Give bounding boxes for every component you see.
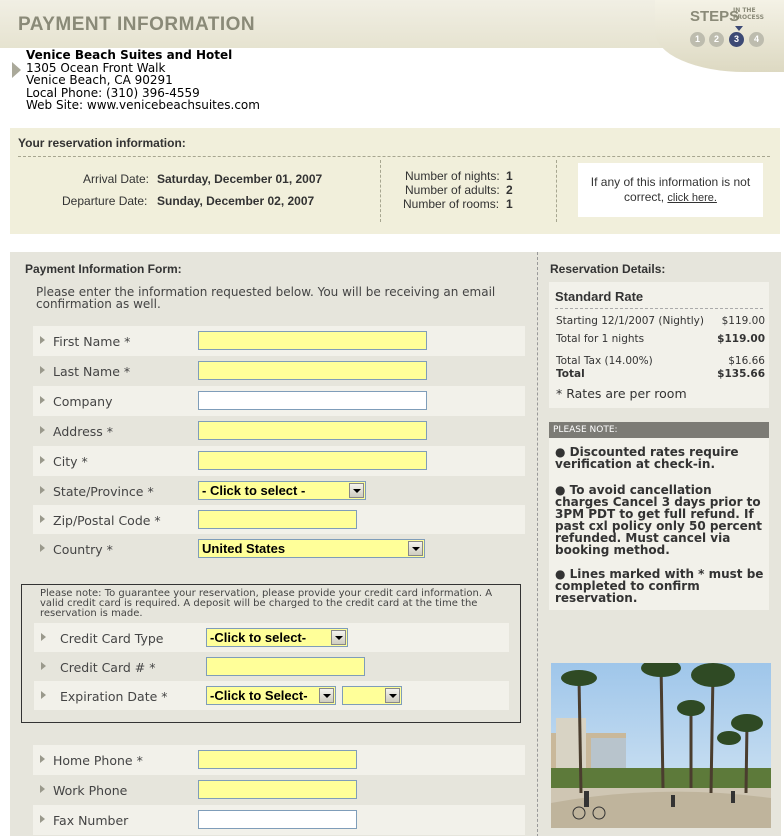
chevron-down-icon	[319, 688, 334, 703]
hotel-arrow-icon	[12, 62, 21, 78]
form-intro: Please enter the information requested below. You will be receiving an email confirmation as well.	[36, 285, 496, 311]
divider	[380, 160, 381, 222]
city-row	[33, 446, 525, 476]
cc-type-label: Credit Card Type	[60, 631, 164, 646]
row-arrow-icon	[40, 336, 45, 344]
current-step-arrow-icon	[735, 26, 743, 31]
company-input[interactable]	[198, 391, 427, 410]
reservation-info-panel	[10, 128, 780, 234]
cc-number-label: Credit Card # *	[60, 660, 156, 675]
please-note-box	[549, 438, 769, 610]
home-phone-input[interactable]	[198, 750, 357, 769]
chevron-down-icon	[331, 630, 346, 645]
fax-input[interactable]	[198, 810, 357, 829]
row-arrow-icon	[40, 515, 45, 523]
address-label: Address *	[53, 424, 114, 439]
country-select-value: United States	[202, 541, 286, 556]
last-name-input[interactable]	[198, 361, 427, 380]
country-label: Country *	[53, 542, 113, 557]
row-arrow-icon	[41, 662, 46, 670]
form-title: Payment Information Form:	[25, 262, 182, 276]
rooms-value: 1	[506, 197, 513, 211]
step-2: 2	[709, 32, 724, 47]
note-item: ● Lines marked with * must be completed to confirm reservation.	[555, 567, 764, 605]
row-arrow-icon	[40, 755, 45, 763]
cc-number-row	[34, 652, 509, 681]
address-input[interactable]	[198, 421, 427, 440]
credit-card-note: Please note: To guarantee your reservation, please provide your credit card information. A valid credit card is required. A deposit will be charged to the credit card at the time the reservation is made.	[40, 588, 493, 619]
state-label: State/Province *	[53, 484, 154, 499]
fax-label: Fax Number	[53, 813, 129, 828]
work-phone-row	[33, 775, 525, 805]
correction-notice	[578, 163, 763, 217]
step-3-current: 3	[729, 32, 744, 47]
chevron-down-icon	[385, 688, 400, 703]
state-select-value: - Click to select -	[202, 483, 306, 498]
starting-value: $119.00	[721, 315, 765, 327]
credit-card-section	[21, 584, 521, 723]
row-arrow-icon	[40, 815, 45, 823]
company-label: Company	[53, 394, 113, 409]
city-label: City *	[53, 454, 88, 469]
zip-label: Zip/Postal Code *	[53, 513, 161, 528]
row-arrow-icon	[40, 426, 45, 434]
chevron-down-icon	[408, 541, 423, 556]
page-title: PAYMENT INFORMATION	[18, 14, 256, 35]
total-value: $135.66	[717, 368, 765, 380]
total-label: Total	[556, 368, 585, 380]
hotel-address-line1: 1305 Ocean Front Walk	[26, 60, 166, 75]
beach-boardwalk-image	[551, 663, 771, 828]
please-note-header: PLEASE NOTE:	[549, 422, 769, 438]
arrival-label: Arrival Date:	[83, 172, 150, 186]
total-nights-label: Total for 1 nights	[556, 333, 645, 345]
note-text: To avoid cancellation charges Cancel 3 days prior to 3PM PDT to get full refund. If past cxl policy only 50 percent refunded. Must cancel via booking method.	[555, 483, 763, 557]
zip-row	[33, 505, 525, 535]
details-title: Reservation Details:	[550, 262, 666, 276]
address-row	[33, 416, 525, 446]
rate-name: Standard Rate	[555, 289, 644, 304]
expiration-month-select[interactable]	[206, 686, 336, 705]
hotel-info	[26, 49, 260, 112]
fax-row	[33, 805, 525, 835]
correction-link[interactable]: click here.	[667, 192, 717, 204]
tax-label: Total Tax (14.00%)	[556, 355, 653, 367]
hotel-name: Venice Beach Suites and Hotel	[26, 48, 233, 62]
expiration-row	[34, 681, 509, 710]
first-name-label: First Name *	[53, 334, 131, 349]
cc-type-select-value: -Click to select-	[210, 630, 307, 645]
hotel-address-line2: Venice Beach, CA 90291	[26, 73, 173, 87]
divider	[18, 156, 770, 157]
nights-label: Number of nights:	[405, 169, 500, 183]
row-arrow-icon	[40, 544, 45, 552]
per-room-note: * Rates are per room	[556, 386, 687, 401]
country-row	[33, 534, 525, 564]
expiration-month-value: -Click to Select-	[210, 688, 308, 703]
note-item: ● To avoid cancellation charges Cancel 3 days prior to 3PM PDT to get full refund. If past cxl policy only 50 percent refunded. Must cancel via booking method.	[555, 483, 763, 557]
last-name-label: Last Name *	[53, 364, 131, 379]
nights-value: 1	[506, 169, 513, 183]
row-arrow-icon	[40, 486, 45, 494]
note-item: ● Discounted rates require verification at check-in.	[555, 445, 739, 471]
steps-label: STEPS	[690, 8, 740, 25]
row-arrow-icon	[41, 633, 46, 641]
adults-value: 2	[506, 183, 513, 197]
adults-label: Number of adults:	[405, 183, 500, 197]
total-nights-value: $119.00	[717, 333, 765, 345]
first-name-row	[33, 326, 525, 356]
last-name-row	[33, 356, 525, 386]
starting-label: Starting 12/1/2007 (Nightly)	[556, 315, 704, 327]
cc-type-select[interactable]	[206, 628, 348, 647]
row-arrow-icon	[41, 691, 46, 699]
row-arrow-icon	[40, 456, 45, 464]
divider	[556, 160, 557, 222]
work-phone-input[interactable]	[198, 780, 357, 799]
rooms-label: Number of rooms:	[403, 197, 500, 211]
departure-label: Departure Date:	[62, 194, 148, 208]
work-phone-label: Work Phone	[53, 783, 128, 798]
note-text: Lines marked with * must be completed to confirm reservation.	[555, 567, 764, 605]
city-input[interactable]	[198, 451, 427, 470]
reservation-info-title: Your reservation information:	[18, 136, 186, 150]
payment-form-panel	[10, 252, 537, 836]
cc-type-row	[34, 623, 509, 652]
state-row	[33, 476, 525, 506]
row-arrow-icon	[40, 366, 45, 374]
divider	[555, 308, 763, 309]
cc-number-input[interactable]	[206, 657, 365, 676]
row-arrow-icon	[40, 396, 45, 404]
hotel-photo	[551, 663, 771, 828]
hotel-website: Web Site: www.venicebeachsuites.com	[26, 98, 260, 112]
hotel-phone: Local Phone: (310) 396-4559	[26, 85, 200, 100]
expiration-label: Expiration Date *	[60, 689, 168, 704]
first-name-input[interactable]	[198, 331, 427, 350]
step-4: 4	[749, 32, 764, 47]
step-1: 1	[690, 32, 705, 47]
chevron-down-icon	[349, 483, 364, 498]
home-phone-label: Home Phone *	[53, 753, 143, 768]
departure-value: Sunday, December 02, 2007	[157, 194, 315, 208]
state-select[interactable]	[198, 481, 366, 500]
note-text: Discounted rates require verification at check-in.	[555, 445, 739, 471]
correction-notice-text: If any of this information is not correct,	[590, 175, 751, 204]
arrival-value: Saturday, December 01, 2007	[157, 172, 323, 186]
tax-value: $16.66	[728, 355, 765, 367]
reservation-details-panel	[537, 252, 781, 836]
rate-summary	[549, 282, 769, 408]
home-phone-row	[33, 745, 525, 775]
steps-sublabel: IN THE PROCESS	[733, 7, 764, 21]
row-arrow-icon	[40, 785, 45, 793]
country-select[interactable]	[198, 539, 425, 558]
company-row	[33, 386, 525, 416]
expiration-year-select[interactable]	[342, 686, 402, 705]
steps-indicator	[655, 0, 784, 72]
zip-input[interactable]	[198, 510, 357, 529]
